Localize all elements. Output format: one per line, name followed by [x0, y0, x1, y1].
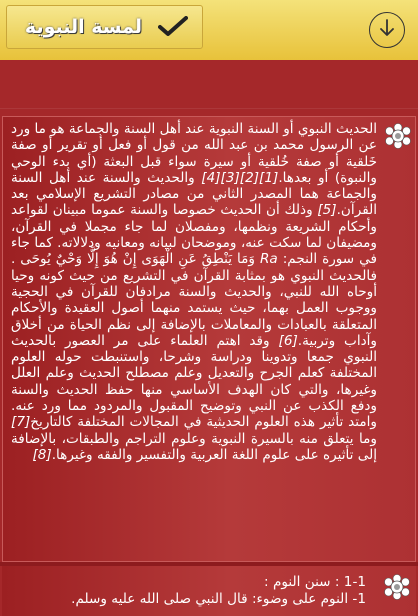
- article-paragraph: [11, 121, 377, 463]
- paragraph-text-5: وقد اهتم العلماء على مر العصور بالحديث النبوي جمعا وتدوينا ودراسة وشرحا، واستنبطت حوله العلوم المختلفة كعلم الجرح والتعديل وعلم مصطلح الحديث وعلم العلل وغيرها، والتي كان الهدف الأساسي منها حفظ الحديث والسنة ودفع الكذب عن النبي وتوضيح المقبول والمردود مما ورد عنه. وامتد تأثير هذه العلوم الحديثية في المجالات المختلفة كالتاريخ: [11, 332, 377, 431]
- checkmark-icon[interactable]: [158, 16, 188, 40]
- floral-star-icon: [384, 574, 410, 600]
- section-line: 1- النوم على وضوء: قال النبي صلى الله عليه وسلم.: [71, 591, 366, 607]
- paragraph-text-3: وذلك أن الحديث خصوصا والسنة عموما مبينان لقواعد وأحكام الشريعة ونظمها، ومفصلان لما جاء مجملا في القرآن، ومضيفان لما سكت عنه، وموضحان لبيانه ومعانيه ودلالاته. كما جاء في سورة النجم:: [11, 202, 377, 268]
- scroll-down-button[interactable]: [369, 12, 405, 48]
- arrow-down-circle-icon: [378, 18, 396, 42]
- citation-ref[interactable]: [6]: [278, 332, 298, 349]
- paragraph-text-1: الحديث النبوي أو السنة النبوية عند أهل السنة والجماعة هو ما ورد عن الرسول محمد بن عبد الله من قول أو فعل أو تقرير أو صفة خَلقية أو صفة خُلقية أو سيرة سواء قبل البعثة (أي بدء الوحي والنبوة) أو بعدها.: [11, 121, 377, 186]
- citation-ref[interactable]: [5]: [317, 202, 337, 219]
- divider: [0, 108, 418, 109]
- citation-refs[interactable]: [1][2][3][4]: [201, 169, 279, 186]
- paragraph-text-4: . فالحديث النبوي هو بمثابة القرآن في التشريع من حيث كونه وحيا أوحاه الله للنبي، والحديث والسنة مرادفان للقرآن في الحجية ووجوب العمل بهما، حيث يستمد منهما أصول العقيدة والأحكام المتعلقة بالعبادات والمعاملات بالإضافة إلى نظم الحياة من أخلاق وآداب وتربية.: [11, 251, 377, 349]
- section-card[interactable]: [2, 566, 416, 616]
- quran-quote: وَمَا يَنْطِقُ عَنِ الْهَوَى إِنْ هُوَ إِلَّا وَحْيٌ يُوحَى: [20, 251, 260, 268]
- section-title: سنن النوم :: [264, 574, 335, 590]
- article-card[interactable]: [2, 116, 416, 562]
- citation-ref[interactable]: [8]: [32, 446, 52, 463]
- section-heading: [26, 574, 366, 590]
- inline-marker: Ra: [259, 251, 278, 268]
- paragraph-text-6: وما يتعلق منه بالسيرة النبوية وعلوم التراجم والطبقات، بالإضافة إلى تأثيره على علوم اللغة العربية والتفسير والفقه وغيرها.: [11, 430, 377, 463]
- spacer-band: [0, 60, 418, 114]
- app-title: لمسة النبوية: [24, 16, 142, 38]
- floral-star-icon: [385, 123, 411, 149]
- section-number: 1-1 :: [334, 574, 366, 590]
- citation-ref[interactable]: [7]: [11, 414, 31, 431]
- paragraph-text-2: والحديث والسنة عند أهل السنة والجماعة هما المصدر الثاني من مصادر التشريع الإسلامي بعد القرآن.: [11, 169, 377, 219]
- top-bar: [0, 0, 418, 60]
